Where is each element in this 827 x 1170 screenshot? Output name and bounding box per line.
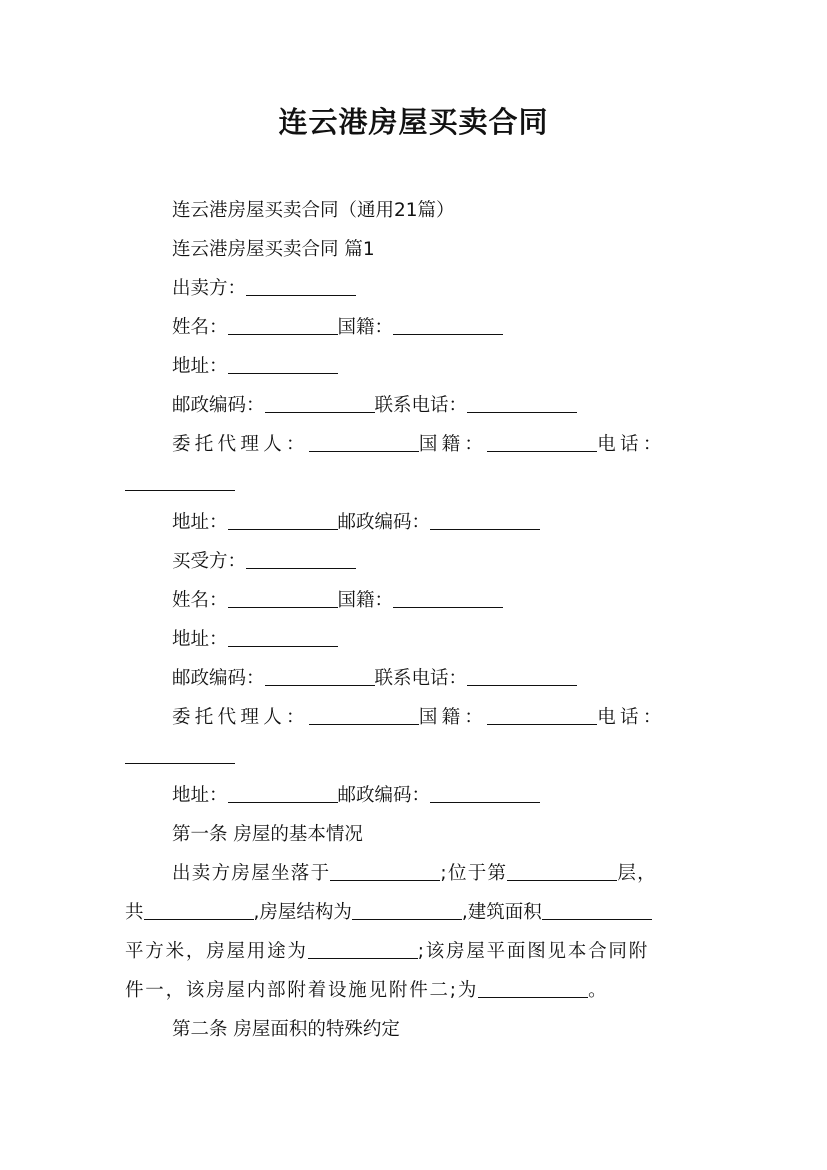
phone-label: 联系电话： bbox=[374, 395, 468, 416]
address-label: 地址： bbox=[172, 785, 228, 806]
buyer-address-line bbox=[172, 625, 827, 655]
article-2-text: 第二条 房屋面积的特殊约定 bbox=[172, 1019, 400, 1040]
buyer-postcode-line bbox=[172, 664, 827, 694]
buyer-agent-line bbox=[172, 703, 827, 733]
buyer-address-postcode-line bbox=[172, 781, 827, 811]
nationality-blank bbox=[393, 315, 503, 335]
document-title: 连云港房屋买卖合同 bbox=[278, 105, 549, 139]
subtitle-text: 连云港房屋买卖合同（通用21篇） bbox=[172, 200, 455, 221]
phone-blank bbox=[467, 666, 577, 686]
name-label: 姓名： bbox=[172, 317, 228, 338]
location-blank bbox=[330, 861, 440, 881]
buyer-blank bbox=[246, 549, 356, 569]
address-label: 地址： bbox=[172, 512, 228, 533]
buyer-line bbox=[172, 547, 827, 577]
article-1-text: 第一条 房屋的基本情况 bbox=[172, 824, 363, 845]
purpose-blank bbox=[478, 978, 588, 998]
address-blank bbox=[228, 354, 338, 374]
structure-blank bbox=[352, 900, 462, 920]
area-blank bbox=[542, 900, 652, 920]
agent-nationality-blank bbox=[487, 705, 597, 725]
article-1-para-line-1 bbox=[172, 859, 827, 889]
agent-phone-label: 电话： bbox=[597, 434, 666, 455]
postcode-label: 邮政编码： bbox=[337, 512, 431, 533]
postcode-label: 邮政编码： bbox=[337, 785, 431, 806]
article-1-para-line-4 bbox=[125, 976, 827, 1006]
seller-address-line bbox=[172, 352, 827, 382]
para-text: 层， bbox=[617, 863, 657, 884]
seller-label: 出卖方： bbox=[172, 278, 247, 299]
para-text: 。 bbox=[588, 980, 609, 1001]
seller-address-postcode-line bbox=[172, 508, 827, 538]
chapter-heading-text: 连云港房屋买卖合同 篇1 bbox=[172, 239, 375, 260]
nationality-label: 国籍： bbox=[337, 317, 394, 338]
subtitle-line bbox=[172, 196, 827, 226]
agent-nationality-label: 国籍： bbox=[418, 434, 488, 455]
total-floors-blank bbox=[144, 900, 254, 920]
agent-blank bbox=[309, 705, 419, 725]
postcode-label: 邮政编码： bbox=[172, 395, 265, 416]
postcode-blank bbox=[265, 393, 375, 413]
postcode-blank bbox=[430, 783, 540, 803]
seller-name-line bbox=[172, 313, 827, 343]
seller-agent-phone-line bbox=[125, 469, 827, 499]
article-1-para-line-3 bbox=[125, 937, 827, 967]
agent-nationality-blank bbox=[487, 432, 597, 452]
usage-blank bbox=[308, 939, 418, 959]
agent-label: 委托代理人： bbox=[172, 707, 309, 728]
nationality-blank bbox=[393, 588, 503, 608]
agent-label: 委托代理人： bbox=[172, 434, 309, 455]
seller-agent-line bbox=[172, 430, 827, 460]
agent-phone-label: 电话： bbox=[597, 707, 666, 728]
agent-phone-blank bbox=[125, 744, 235, 764]
para-text: ;该房屋平面图见本合同附 bbox=[417, 941, 650, 962]
buyer-name-line bbox=[172, 586, 827, 616]
seller-postcode-line bbox=[172, 391, 827, 421]
para-text: ,建筑面积 bbox=[461, 902, 542, 923]
para-text: ;位于第 bbox=[440, 863, 508, 884]
article-1-para-line-2 bbox=[125, 898, 827, 928]
seller-blank bbox=[246, 276, 356, 296]
para-text: 件一，该房屋内部附着设施见附件二;为 bbox=[125, 980, 479, 1001]
agent-phone-blank bbox=[125, 471, 235, 491]
name-label: 姓名： bbox=[172, 590, 228, 611]
postcode-blank bbox=[430, 510, 540, 530]
buyer-agent-phone-line bbox=[125, 742, 827, 772]
article-2-heading bbox=[172, 1015, 827, 1045]
address-label: 地址： bbox=[172, 629, 228, 650]
para-text: 平方米，房屋用途为 bbox=[125, 941, 308, 962]
nationality-label: 国籍： bbox=[337, 590, 394, 611]
floor-blank bbox=[507, 861, 617, 881]
para-text: ,房屋结构为 bbox=[253, 902, 352, 923]
name-blank bbox=[228, 315, 338, 335]
article-1-heading bbox=[172, 820, 827, 850]
seller-line bbox=[172, 274, 827, 304]
phone-label: 联系电话： bbox=[374, 668, 468, 689]
postcode-label: 邮政编码： bbox=[172, 668, 265, 689]
chapter-heading bbox=[172, 235, 827, 265]
phone-blank bbox=[467, 393, 577, 413]
name-blank bbox=[228, 588, 338, 608]
buyer-label: 买受方： bbox=[172, 551, 247, 572]
address-blank bbox=[228, 510, 338, 530]
address-blank bbox=[228, 627, 338, 647]
address-label: 地址： bbox=[172, 356, 228, 377]
para-text: 出卖方房屋坐落于 bbox=[172, 863, 331, 884]
para-text: 共 bbox=[125, 902, 144, 923]
agent-blank bbox=[309, 432, 419, 452]
agent-nationality-label: 国籍： bbox=[418, 707, 488, 728]
postcode-blank bbox=[265, 666, 375, 686]
address-blank bbox=[228, 783, 338, 803]
